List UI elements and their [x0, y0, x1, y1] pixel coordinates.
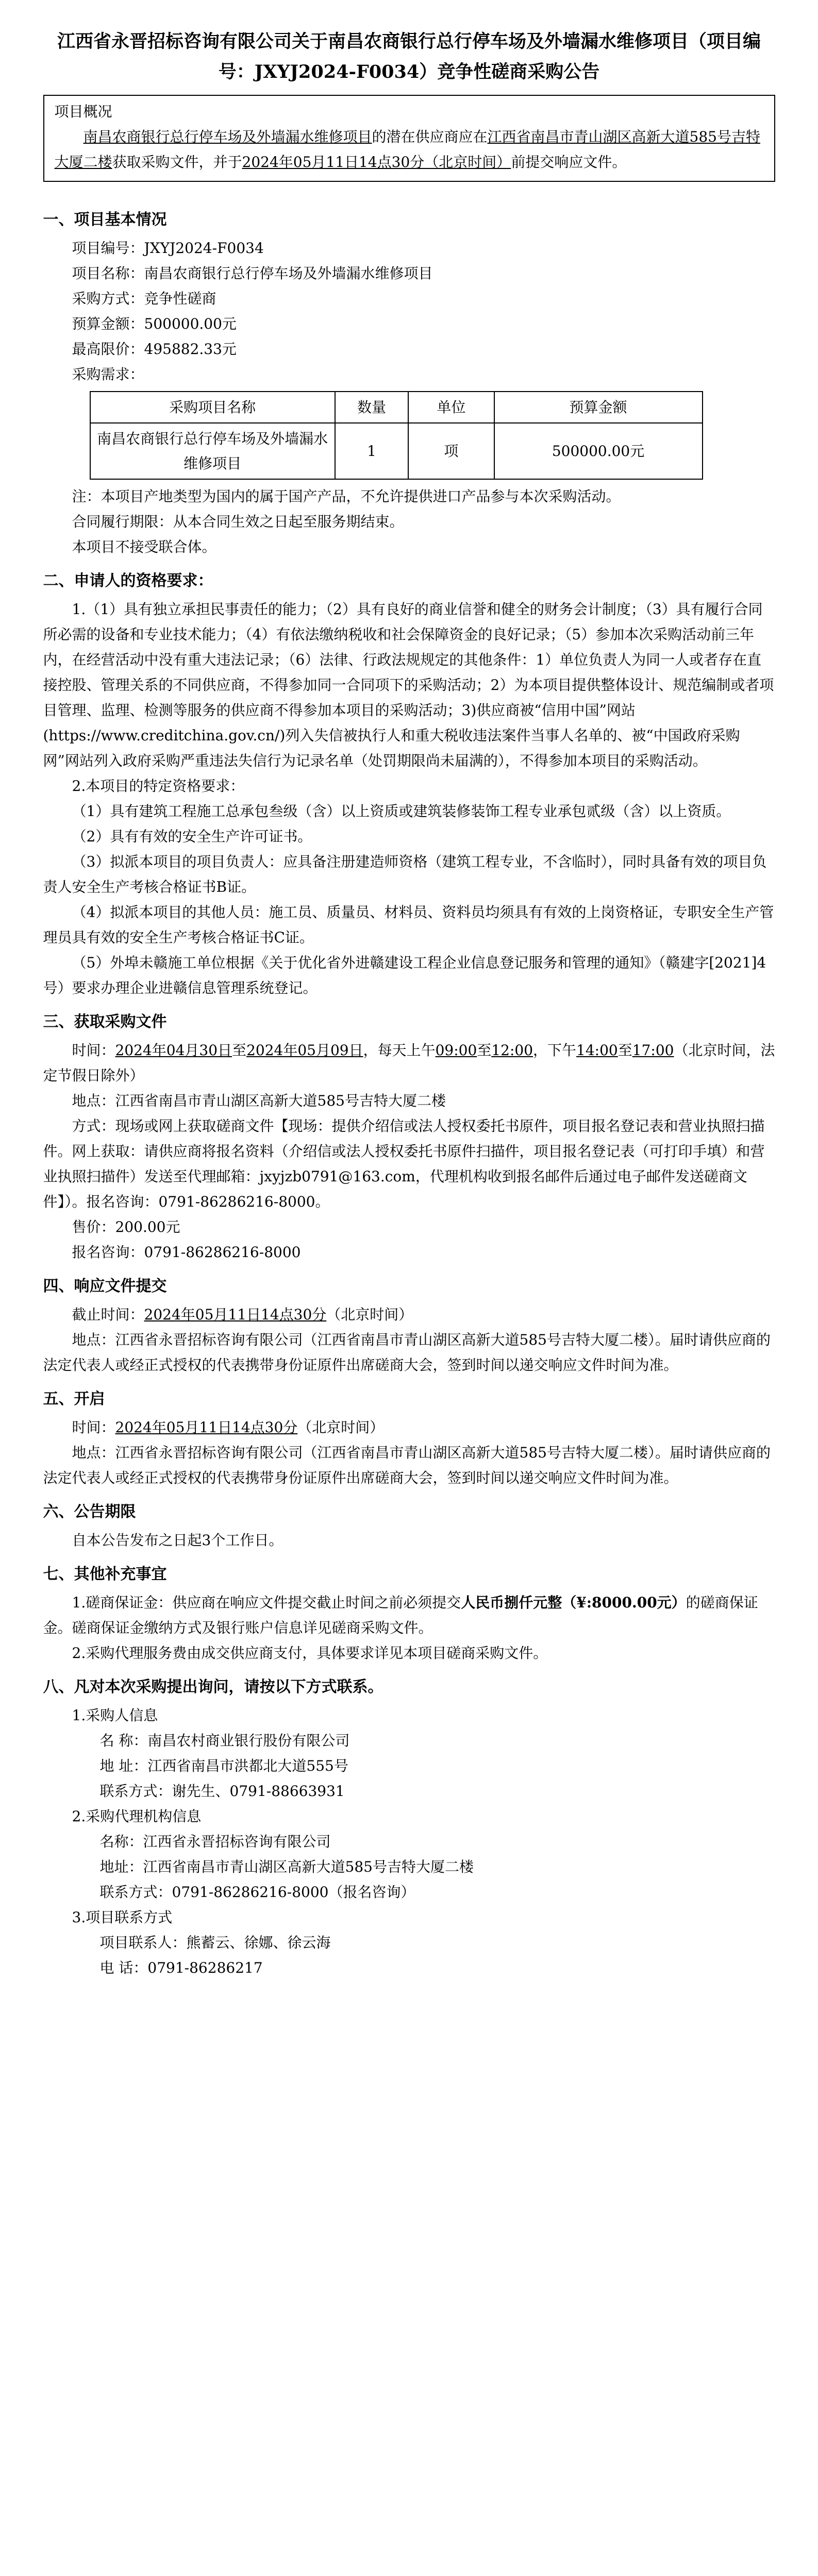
submission-deadline-suffix: （北京时间） — [326, 1306, 413, 1324]
submission-deadline-label: 截止时间： — [72, 1306, 144, 1324]
project-contact-person: 项目联系人：熊蓄云、徐娜、徐云海 — [99, 1934, 331, 1952]
section-contact-heading: 八、凡对本次采购提出询问，请按以下方式联系。 — [43, 1678, 383, 1697]
section-opening-heading: 五、开启 — [43, 1390, 105, 1409]
pm-to: 至 — [617, 1042, 632, 1059]
section-supplementary-heading: 七、其他补充事宜 — [43, 1565, 167, 1584]
notice-period: 自本公告发布之日起3个工作日。 — [72, 1532, 283, 1549]
specific-qualification-heading: 2.本项目的特定资格要求： — [72, 777, 245, 795]
section-submission-heading: 四、响应文件提交 — [43, 1277, 167, 1296]
general-qualification: 1.（1）具有独立承担民事责任的能力；（2）具有良好的商业信誉和健全的财务会计制度；（3）具有履行合同所必需的设备和专业技术能力；（4）有依法缴纳税收和社会保障资金的良好记录；（5）参加本次采购活动前三年内，在经营活动中没有重大违法记录；（6）法律、行政法规规定的其他条件：1）单位负责人为同一人或者存在直接控股、管理关系的不同供应商，不得参加同一合同项下的采购活动；2）为本项目提供整体设计、规范编制或者项目管理、监理、检测等服务的供应商不得参加本项目的采购活动；3)供应商被“信用中国”网站(https://www.creditchina.gov.cn/)列入失信被执行人和重大税收违法案件当事人名单的、被“中国政府采购网”网站列入政府采购严重违法失信行为记录名单（处罚期限尚未届满的），不得参加本项目的采购活动。 — [43, 601, 774, 770]
agency-fee: 2.采购代理服务费由成交供应商支付，具体要求详见本项目磋商采购文件。 — [72, 1645, 548, 1662]
qualification-item: （2）具有有效的安全生产许可证书。 — [72, 828, 312, 845]
contract-period: 合同履行期限：从本合同生效之日起至服务期结束。 — [72, 513, 404, 531]
project-contact-phone: 电 话：0791-86286217 — [99, 1959, 263, 1977]
obtain-time-suffix: （北京时间，法定节假日除外） — [43, 1042, 775, 1084]
submission-deadline-value: 2024年05月11日14点30分 — [144, 1306, 327, 1324]
opening-place: 地点：江西省永晋招标咨询有限公司（江西省南昌市青山湖区高新大道585号吉特大厦二楼）。届时请供应商的法定代表人或经正式授权的代表携带身份证原件出席磋商大会，签到时间以递交响应文件时间为准。 — [43, 1444, 771, 1487]
purchaser-address: 地 址：江西省南昌市洪都北大道555号 — [99, 1757, 348, 1775]
qualification-item: （3）拟派本项目的项目负责人：应具备注册建造师资格（建筑工程专业，不含临时），同时具备有效的项目负责人安全生产考核合格证书B证。 — [43, 853, 767, 896]
th-quantity: 数量 — [335, 392, 409, 423]
section-notice-period-heading: 六、公告期限 — [43, 1503, 136, 1521]
agency-address: 地址：江西省南昌市青山湖区高新大道585号吉特大厦二楼 — [99, 1858, 474, 1876]
summary-address: 江西省南昌市青山湖区高新大道585号吉特大厦二楼 — [54, 128, 760, 171]
procurement-needs-label: 采购需求： — [72, 365, 144, 383]
table-header-row — [90, 392, 703, 423]
consortium-note: 本项目不接受联合体。 — [72, 538, 216, 556]
deposit-text-a: 1.磋商保证金：供应商在响应文件提交截止时间之前必须提交 — [72, 1594, 461, 1612]
summary-deadline: 2024年05月11日14点30分（北京时间） — [242, 153, 511, 171]
obtain-to: 至 — [232, 1042, 247, 1059]
qualification-item: （1）具有建筑工程施工总承包叁级（含）以上资质或建筑装修装饰工程专业承包贰级（含）以上资质。 — [72, 803, 731, 820]
project-name: 项目名称：南昌农商银行总行停车场及外墙漏水维修项目 — [72, 264, 433, 282]
doc-price: 售价：200.00元 — [72, 1218, 180, 1236]
table-row — [90, 423, 703, 479]
th-budget: 预算金额 — [494, 392, 703, 423]
project-contact-heading: 3.项目联系方式 — [72, 1909, 173, 1926]
td-unit: 项 — [408, 423, 494, 479]
obtain-daily: ，每天上午 — [363, 1042, 436, 1059]
th-item-name: 采购项目名称 — [90, 392, 335, 423]
section-obtain-docs-heading: 三、获取采购文件 — [43, 1013, 167, 1031]
summary-text-2: 获取采购文件，并于 — [112, 153, 242, 171]
deposit-amount: 人民币捌仟元整（¥:8000.00元） — [461, 1594, 686, 1612]
purchaser-contact: 联系方式：谢先生、0791-88663931 — [99, 1783, 345, 1800]
opening-time-value: 2024年05月11日14点30分 — [115, 1419, 298, 1436]
submission-place: 地点：江西省永晋招标咨询有限公司（江西省南昌市青山湖区高新大道585号吉特大厦二楼）。届时请供应商的法定代表人或经正式授权的代表携带身份证原件出席磋商大会，签到时间以递交响应文件时间为准。 — [43, 1331, 771, 1374]
obtain-method: 方式：现场或网上获取磋商文件【现场：提供介绍信或法人授权委托书原件，项目报名登记表和营业执照扫描件。网上获取：请供应商将报名资料（介绍信或法人授权委托书原件扫描件，项目报名登记表（可打印手填）和营业执照扫描件）发送至代理邮箱：jxyjzb0791@163.com，代理机构收到报名邮件后通过电子邮件发送磋商文件】）。报名咨询：0791-86286216-8000。 — [43, 1117, 765, 1211]
obtain-end-date: 2024年05月09日 — [246, 1042, 363, 1059]
submission-deadline — [43, 1302, 775, 1327]
obtain-place: 地点：江西省南昌市青山湖区高新大道585号吉特大厦二楼 — [72, 1092, 446, 1110]
td-budget: 500000.00元 — [494, 423, 703, 479]
summary-label: 项目概况 — [54, 103, 112, 120]
budget-amount: 预算金额：500000.00元 — [72, 315, 237, 332]
pm-start: 14:00 — [576, 1042, 618, 1059]
obtain-time — [43, 1038, 775, 1088]
qualification-item: （4）拟派本项目的其他人员：施工员、质量员、材料员、资料员均须具有有效的上岗资格证，专职安全生产管理员具有效的安全生产考核合格证书C证。 — [43, 904, 774, 946]
opening-time-suffix: （北京时间） — [297, 1419, 385, 1436]
pm-end: 17:00 — [632, 1042, 674, 1059]
th-unit: 单位 — [408, 392, 494, 423]
section-basic-info-heading: 一、项目基本情况 — [43, 210, 167, 229]
opening-time — [43, 1415, 775, 1440]
agency-contact: 联系方式：0791-86286216-8000（报名咨询） — [99, 1884, 415, 1901]
procurement-method: 采购方式：竞争性磋商 — [72, 290, 216, 307]
purchaser-info-heading: 1.采购人信息 — [72, 1707, 158, 1724]
origin-note: 注：本项目产地类型为国内的属于国产产品，不允许提供进口产品参与本次采购活动。 — [72, 488, 621, 505]
announcement-page — [43, 0, 775, 1980]
obtain-time-label: 时间： — [72, 1042, 115, 1059]
qualification-item: （5）外埠未赣施工单位根据《关于优化省外进赣建设工程企业信息登记服务和管理的通知》（赣建字[2021]4号）要求办理企业进赣信息管理系统登记。 — [43, 954, 766, 997]
project-summary-box — [43, 95, 775, 182]
am-to: 至 — [477, 1042, 492, 1059]
pm-label: ，下午 — [533, 1042, 577, 1059]
agency-name: 名称：江西省永晋招标咨询有限公司 — [99, 1833, 331, 1851]
opening-time-label: 时间： — [72, 1419, 115, 1436]
td-item-name: 南昌农商银行总行停车场及外墙漏水维修项目 — [90, 423, 335, 479]
registration-phone: 报名咨询：0791-86286216-8000 — [72, 1244, 301, 1261]
am-start: 09:00 — [435, 1042, 477, 1059]
summary-text-1: 的潜在供应商应在 — [372, 128, 488, 145]
summary-project-name: 南昌农商银行总行停车场及外墙漏水维修项目 — [83, 128, 372, 145]
page-title: 江西省永晋招标咨询有限公司关于南昌农商银行总行停车场及外墙漏水维修项目（项目编号：JXYJ2024-F0034）竞争性磋商采购公告 — [57, 31, 761, 82]
max-price: 最高限价：495882.33元 — [72, 340, 237, 358]
summary-text — [55, 124, 764, 175]
agency-info-heading: 2.采购代理机构信息 — [72, 1808, 202, 1825]
section-qualification-heading: 二、申请人的资格要求： — [43, 572, 213, 590]
am-end: 12:00 — [491, 1042, 533, 1059]
summary-text-3: 前提交响应文件。 — [511, 153, 627, 171]
procurement-needs-table — [90, 391, 703, 480]
obtain-start-date: 2024年04月30日 — [115, 1042, 232, 1059]
purchaser-name: 名 称：南昌农村商业银行股份有限公司 — [99, 1732, 350, 1750]
td-quantity: 1 — [335, 423, 409, 479]
deposit-info — [43, 1590, 775, 1640]
deposit-text-c: 的磋商保证金。磋商保证金缴纳方式及银行账户信息详见磋商采购文件。 — [43, 1594, 758, 1637]
project-number: 项目编号：JXYJ2024-F0034 — [72, 239, 264, 257]
